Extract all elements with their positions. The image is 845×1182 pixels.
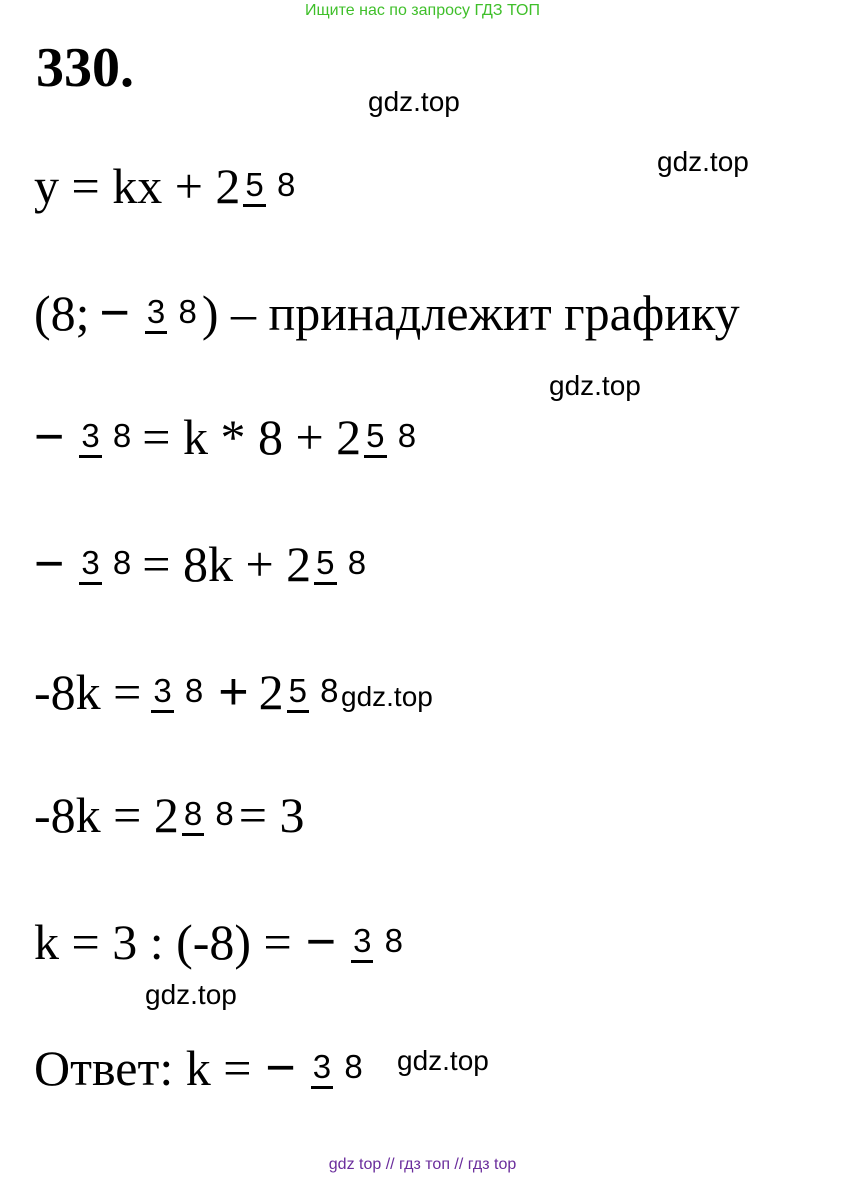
watermark: gdz.top bbox=[368, 86, 460, 117]
denominator: 8 bbox=[276, 166, 296, 203]
equation-text: -8k = 2 bbox=[34, 787, 179, 843]
plus-sign: + bbox=[218, 663, 249, 721]
denominator: 8 bbox=[178, 293, 197, 330]
equation-line-6 bbox=[34, 765, 304, 865]
fraction bbox=[182, 794, 236, 836]
fraction bbox=[287, 671, 341, 713]
numerator: 3 bbox=[351, 924, 373, 963]
numerator: 3 bbox=[311, 1050, 333, 1089]
answer-text: Ответ: k = bbox=[34, 1040, 252, 1096]
equation-text: 2 bbox=[258, 664, 284, 720]
denominator: 8 bbox=[347, 544, 367, 581]
numerator: 5 bbox=[243, 168, 265, 207]
equation-line-4 bbox=[34, 514, 371, 614]
equation-text: = 3 bbox=[238, 787, 305, 843]
watermark: gdz.top bbox=[341, 681, 433, 712]
minus-sign: − bbox=[34, 535, 65, 593]
fraction bbox=[311, 1047, 365, 1089]
numerator: 3 bbox=[79, 546, 101, 585]
minus-sign: − bbox=[305, 913, 337, 971]
minus-sign: − bbox=[99, 284, 130, 342]
fraction bbox=[79, 416, 133, 458]
equation-text: ) – принадлежит графику bbox=[201, 285, 740, 341]
equation-text: = 8k + 2 bbox=[142, 536, 312, 592]
equation-line-1 bbox=[34, 136, 300, 236]
denominator: 8 bbox=[112, 544, 132, 581]
top-banner: Ищите нас по запросу ГДЗ ТОП bbox=[305, 2, 540, 19]
equation-text: -8k = bbox=[34, 664, 142, 720]
fraction bbox=[351, 921, 405, 963]
numerator: 3 bbox=[151, 674, 173, 713]
equation-line-2 bbox=[34, 263, 740, 363]
numerator: 5 bbox=[364, 419, 386, 458]
fraction bbox=[145, 292, 199, 334]
numerator: 3 bbox=[79, 419, 101, 458]
denominator: 8 bbox=[215, 795, 234, 832]
watermark: gdz.top bbox=[145, 979, 237, 1010]
fraction bbox=[151, 671, 205, 713]
equation-line-7 bbox=[34, 892, 408, 992]
numerator: 5 bbox=[314, 546, 336, 585]
denominator: 8 bbox=[397, 417, 417, 454]
numerator: 8 bbox=[182, 797, 204, 836]
problem-number: 330. bbox=[36, 37, 134, 99]
denominator: 8 bbox=[320, 672, 339, 709]
equation-line-5 bbox=[34, 642, 344, 742]
watermark: gdz.top bbox=[549, 370, 641, 401]
footer-links: gdz top // гдз топ // гдз top bbox=[328, 1156, 517, 1173]
equation-text: y = kx + 2 bbox=[34, 158, 241, 214]
answer-line bbox=[34, 1018, 368, 1118]
numerator: 5 bbox=[287, 674, 309, 713]
watermark: gdz.top bbox=[397, 1045, 489, 1076]
fraction bbox=[243, 165, 297, 207]
fraction bbox=[314, 543, 368, 585]
equation-line-3 bbox=[34, 387, 421, 487]
equation-text: (8; bbox=[34, 285, 90, 341]
minus-sign: − bbox=[34, 408, 65, 466]
denominator: 8 bbox=[384, 922, 404, 959]
denominator: 8 bbox=[112, 417, 132, 454]
equation-text: k = 3 : (-8) = bbox=[34, 914, 292, 970]
numerator: 3 bbox=[145, 295, 167, 334]
fraction bbox=[364, 416, 418, 458]
equation-text: = k * 8 + 2 bbox=[142, 409, 362, 465]
denominator: 8 bbox=[344, 1048, 363, 1085]
minus-sign: − bbox=[265, 1039, 296, 1097]
fraction bbox=[79, 543, 133, 585]
watermark: gdz.top bbox=[657, 146, 749, 177]
denominator: 8 bbox=[184, 672, 204, 709]
